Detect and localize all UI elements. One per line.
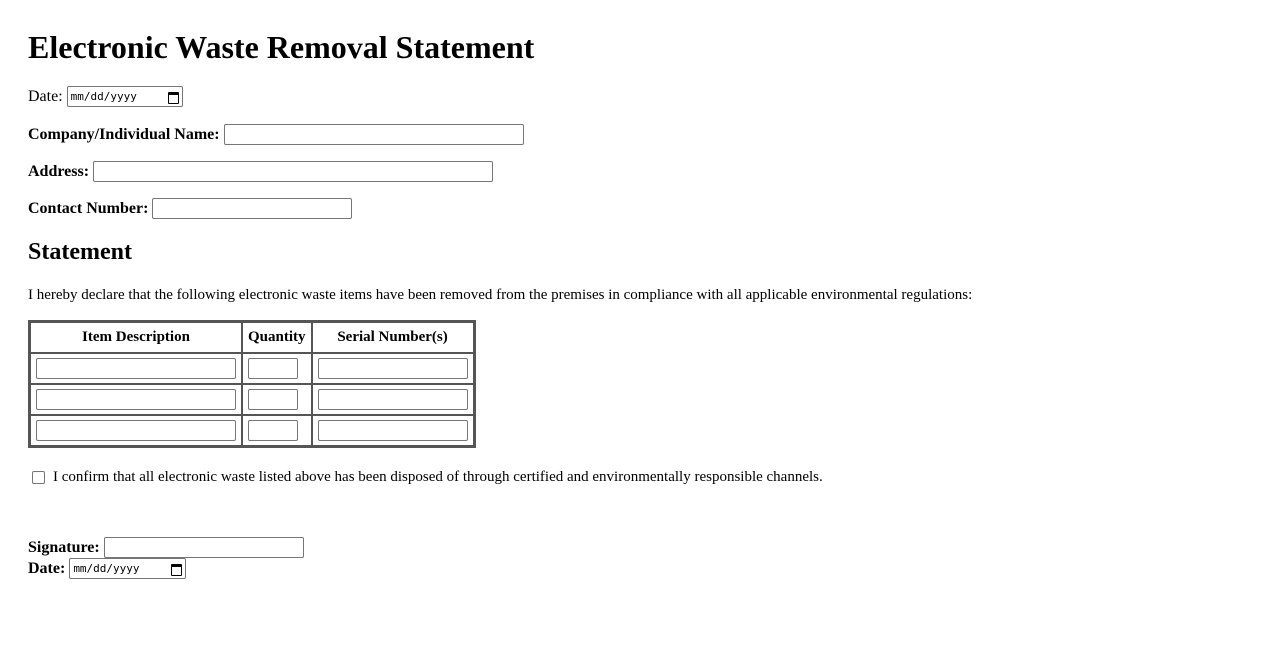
- address-field[interactable]: [93, 161, 493, 182]
- table-cell: [312, 415, 474, 446]
- date-placeholder: mm/dd/yyyy: [70, 90, 137, 103]
- header-quantity: Quantity: [242, 322, 312, 353]
- date-row: [28, 86, 183, 107]
- statement-text: I hereby declare that the following electronic waste items have been removed from the premises in compliance with all applicable environmental regulations:: [28, 287, 973, 303]
- address-row: [28, 161, 493, 182]
- calendar-icon[interactable]: [168, 91, 179, 102]
- table-header-row: [30, 322, 474, 353]
- contact-field[interactable]: [152, 198, 352, 219]
- address-label: Address:: [28, 162, 90, 180]
- quantity-input[interactable]: [248, 358, 298, 379]
- contact-row: [28, 198, 352, 219]
- serial-number-input[interactable]: [318, 358, 468, 379]
- table-cell: [30, 415, 242, 446]
- name-label: Company/Individual Name:: [28, 125, 220, 143]
- items-table: [28, 320, 476, 448]
- confirmation-row: [32, 469, 823, 486]
- name-field[interactable]: [224, 124, 524, 145]
- header-item-description: Item Description: [30, 322, 242, 353]
- date-label: Date:: [28, 87, 63, 105]
- table-cell: [312, 353, 474, 384]
- signature-date-row: [28, 558, 186, 579]
- confirmation-checkbox[interactable]: [32, 471, 45, 484]
- table-cell: [30, 384, 242, 415]
- item-description-input[interactable]: [36, 389, 236, 410]
- page-title: Electronic Waste Removal Statement: [28, 29, 535, 65]
- table-cell: [242, 415, 312, 446]
- table-cell: [242, 353, 312, 384]
- confirmation-label: I confirm that all electronic waste listed above has been disposed of through certified and environmentally responsible channels.: [53, 469, 823, 485]
- table-cell: [242, 384, 312, 415]
- signature-date-placeholder: mm/dd/yyyy: [73, 562, 140, 575]
- item-description-input[interactable]: [36, 358, 236, 379]
- name-row: [28, 124, 524, 145]
- date-input[interactable]: [67, 86, 183, 107]
- table-row: [30, 384, 474, 415]
- signature-date-input[interactable]: [69, 558, 186, 579]
- table-row: [30, 353, 474, 384]
- serial-number-input[interactable]: [318, 420, 468, 441]
- signature-date-label: Date:: [28, 559, 66, 577]
- header-serial-numbers: Serial Number(s): [312, 322, 474, 353]
- table-row: [30, 415, 474, 446]
- signature-row: [28, 537, 304, 558]
- signature-field[interactable]: [104, 537, 304, 558]
- serial-number-input[interactable]: [318, 389, 468, 410]
- item-description-input[interactable]: [36, 420, 236, 441]
- calendar-icon[interactable]: [171, 563, 182, 574]
- quantity-input[interactable]: [248, 420, 298, 441]
- table-cell: [30, 353, 242, 384]
- table-cell: [312, 384, 474, 415]
- contact-label: Contact Number:: [28, 199, 149, 217]
- statement-heading: Statement: [28, 239, 132, 265]
- signature-label: Signature:: [28, 538, 100, 556]
- quantity-input[interactable]: [248, 389, 298, 410]
